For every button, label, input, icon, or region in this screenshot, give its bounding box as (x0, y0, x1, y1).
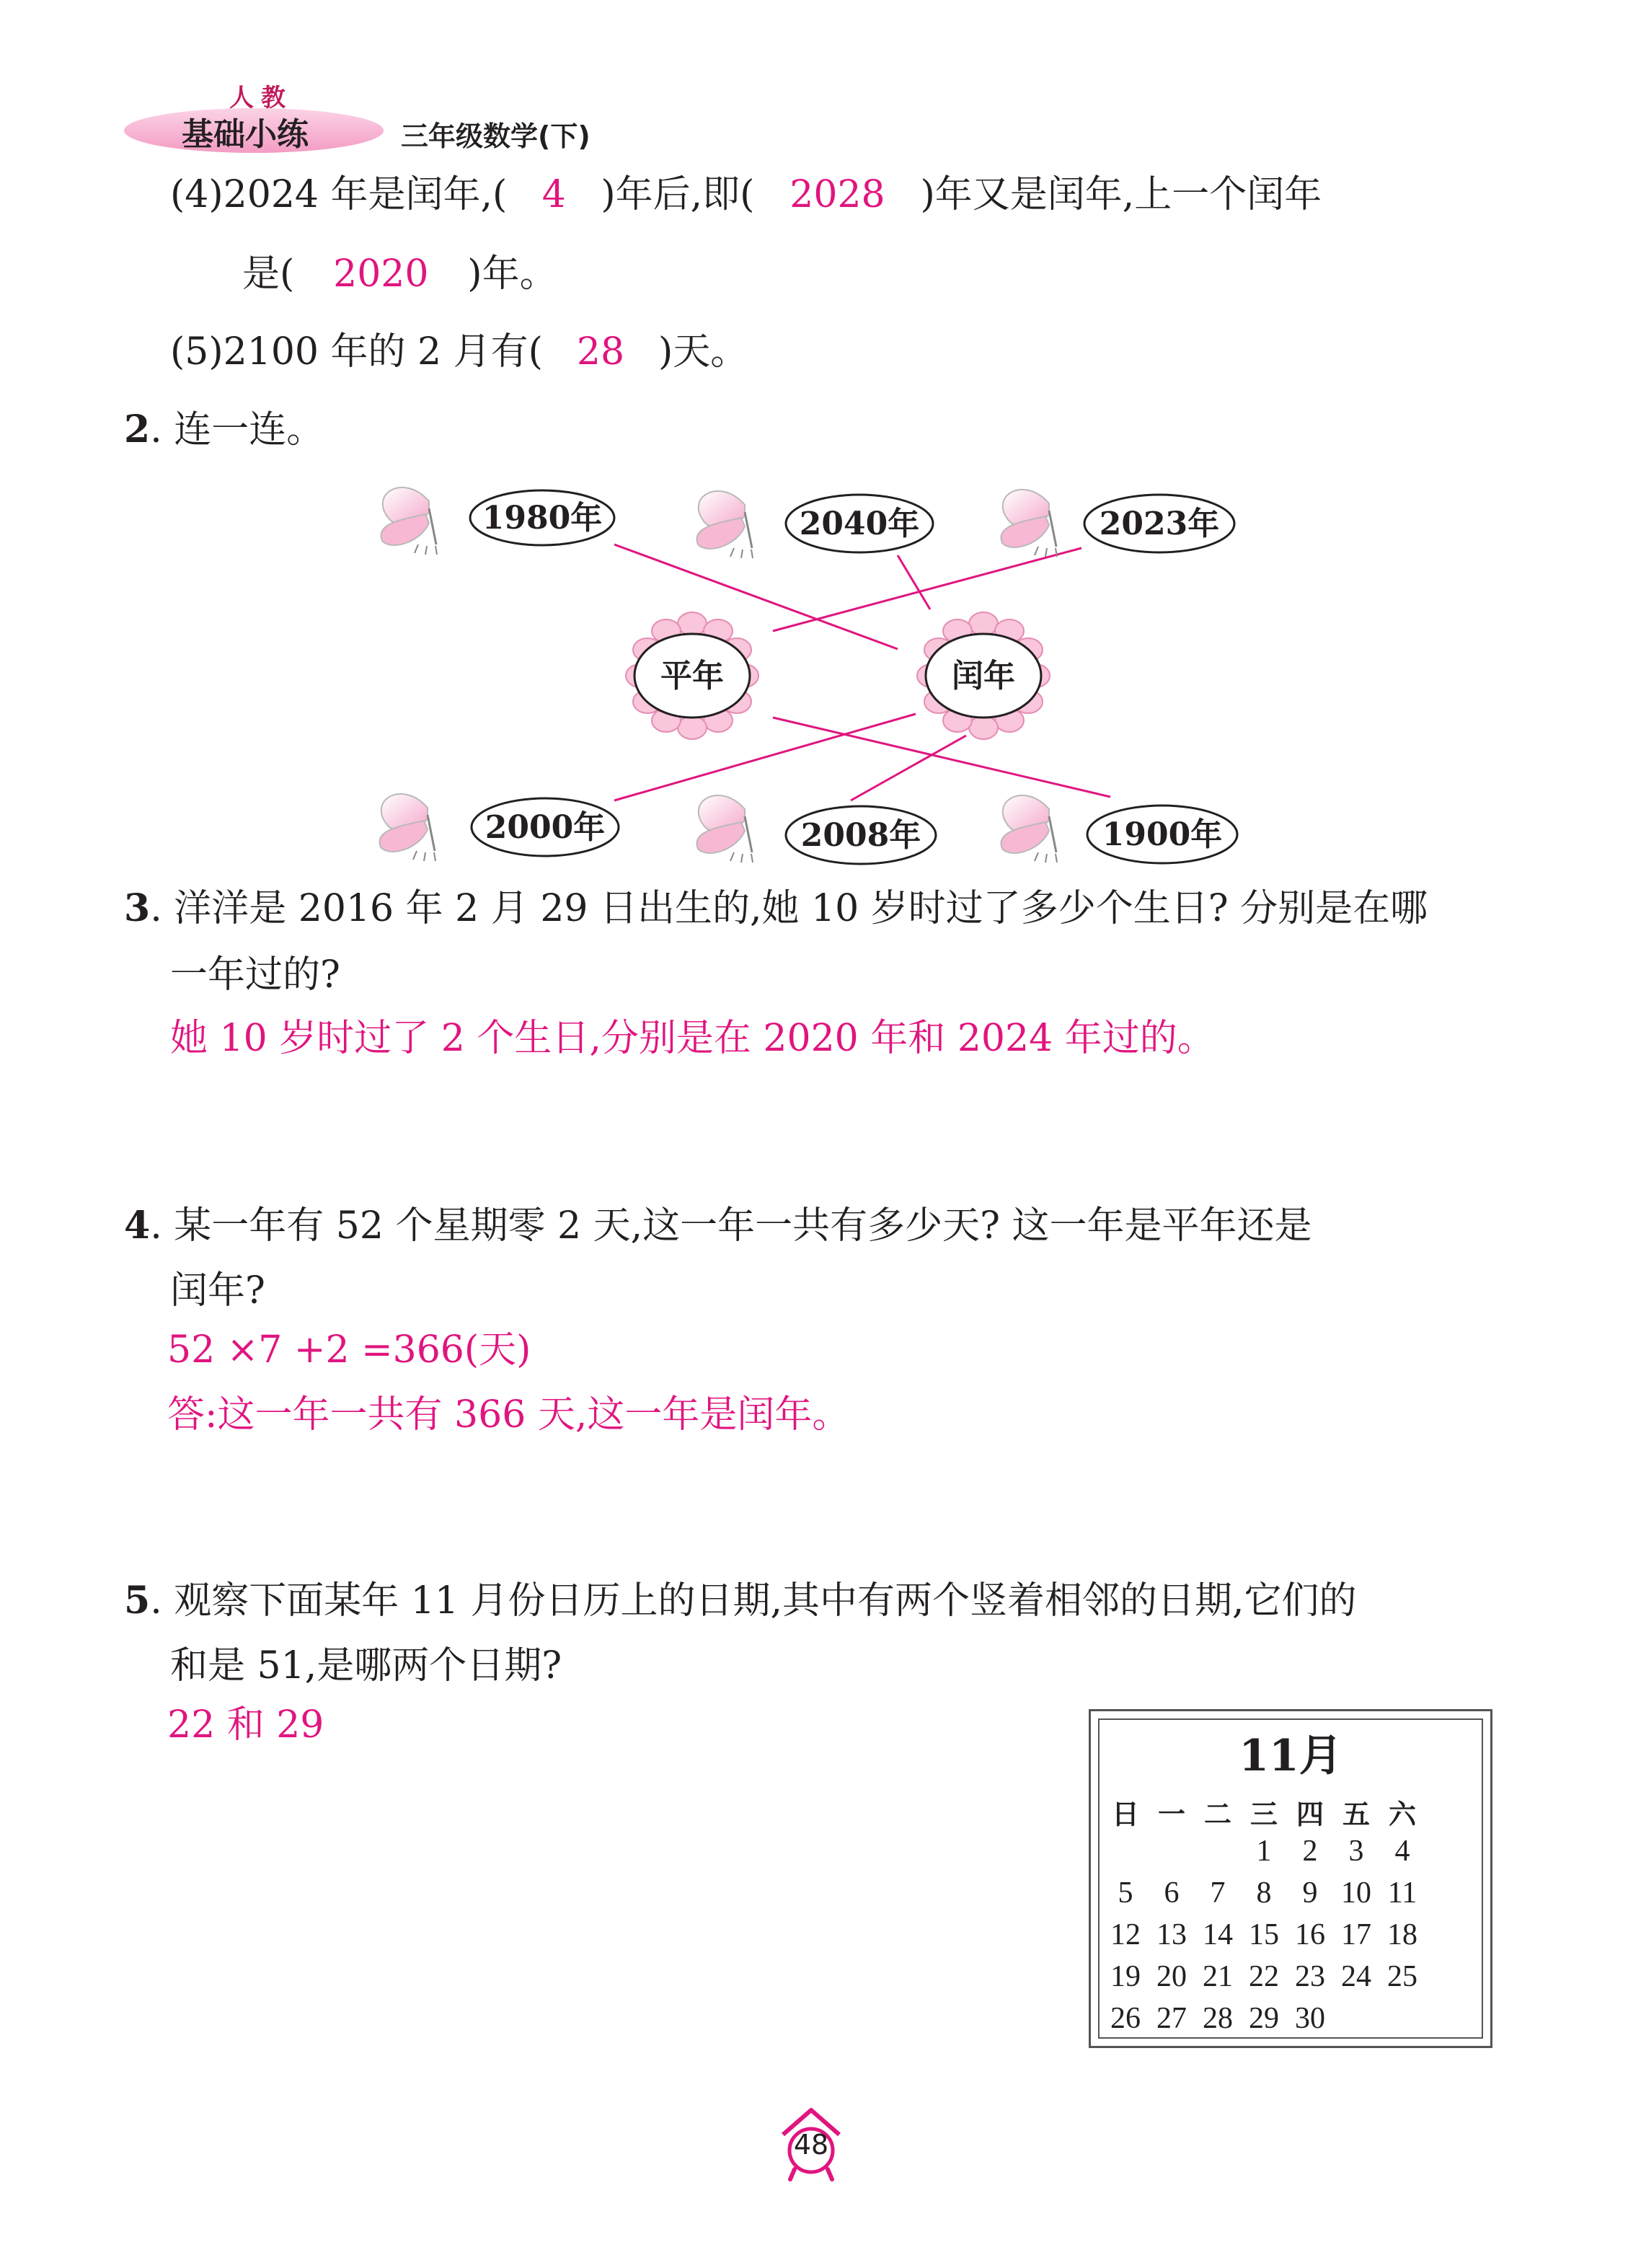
calendar-day: 9 (1302, 1876, 1318, 1910)
calendar-day: 14 (1203, 1918, 1233, 1951)
question-3-line2: 一年过的? (170, 953, 340, 997)
calendar-weekday: 日 (1111, 1799, 1139, 1830)
calendar-title: 11月 (1239, 1731, 1342, 1781)
calendar-day: 12 (1110, 1918, 1141, 1951)
calendar-day: 1 (1256, 1835, 1272, 1868)
series-title: 基础小练 (182, 116, 309, 153)
question-4-calculation: 52 ×7 +2 =366(天) (167, 1328, 531, 1372)
flower-leap-year (917, 612, 1050, 739)
leap-year-label: 闰年 (952, 658, 1015, 694)
year-1980-label: 1980年 (482, 500, 603, 537)
oval-1900 (1087, 806, 1237, 863)
line-2008-leap (851, 736, 966, 800)
calendar-day: 7 (1210, 1876, 1226, 1910)
calendar-day: 10 (1341, 1876, 1371, 1910)
calendar-day: 27 (1156, 2002, 1187, 2035)
calendar-day: 26 (1110, 2002, 1141, 2035)
calendar-november (1089, 1709, 1492, 2048)
question-5-answer: 22 和 29 (167, 1703, 324, 1747)
line-2023-common (773, 548, 1081, 631)
answer-blank: 4 (541, 173, 566, 216)
question-4-answer: 答:这一年一共有 366 天,这一年是闰年。 (167, 1393, 850, 1437)
calendar-day: 11 (1387, 1876, 1417, 1910)
calendar-weekday: 四 (1296, 1799, 1324, 1830)
calendar-day: 6 (1164, 1876, 1180, 1910)
calendar-weekday: 五 (1342, 1799, 1370, 1830)
calendar-day: 29 (1249, 2002, 1279, 2035)
answer-blank: 28 (576, 330, 625, 374)
page-number: 48 (793, 2129, 829, 2161)
question-2: 2. 连一连。 (124, 407, 324, 451)
oval-2008 (786, 806, 936, 864)
question-1-4-line1: (4)2024 年是闰年,( 4 )年后,即( 2028 )年又是闰年,上一个闰年 (170, 173, 1322, 216)
question-4-line2: 闰年? (170, 1269, 265, 1312)
year-2000-label: 2000年 (485, 809, 606, 846)
oval-1980 (470, 490, 614, 545)
question-5-line1: 5. 观察下面某年 11 月份日历上的日期,其中有两个竖着相邻的日期,它们的 (124, 1579, 1357, 1623)
line-2040-leap (898, 555, 930, 609)
question-1-5: (5)2100 年的 2 月有( 28 )天。 (170, 330, 748, 374)
calendar-day: 17 (1341, 1918, 1371, 1951)
calendar-day: 2 (1302, 1835, 1318, 1868)
oval-2000 (472, 798, 619, 856)
calendar-day: 19 (1110, 1960, 1141, 1993)
year-2008-label: 2008年 (800, 817, 921, 854)
answer-blank: 2020 (333, 252, 429, 296)
calendar-day: 30 (1295, 2002, 1325, 2035)
calendar-weekday: 六 (1388, 1799, 1416, 1830)
calendar-day: 4 (1394, 1835, 1410, 1868)
calendar-day: 16 (1295, 1918, 1325, 1951)
flower-common-year (626, 612, 758, 739)
calendar-day: 24 (1341, 1960, 1371, 1993)
question-1-4-line2: 是( 2020 )年。 (242, 252, 557, 296)
calendar-day: 23 (1295, 1960, 1325, 1993)
calendar-day: 25 (1387, 1960, 1417, 1993)
match-diagram (360, 454, 1269, 880)
calendar-day: 18 (1387, 1918, 1417, 1951)
oval-2040 (786, 495, 933, 552)
line-1900-common (773, 718, 1110, 797)
calendar-weekday: 一 (1157, 1799, 1185, 1830)
question-5-line2: 和是 51,是哪两个日期? (170, 1644, 562, 1687)
year-2023-label: 2023年 (1099, 506, 1220, 542)
publisher-label: 人教 (229, 84, 293, 112)
calendar-day: 13 (1156, 1918, 1187, 1951)
common-year-label: 平年 (660, 658, 724, 694)
calendar-day: 3 (1348, 1835, 1364, 1868)
question-3-answer: 她 10 岁时过了 2 个生日,分别是在 2020 年和 2024 年过的。 (170, 1017, 1215, 1060)
year-1900-label: 1900年 (1102, 816, 1223, 853)
calendar-day: 28 (1203, 2002, 1233, 2035)
grade-label: 三年级数学(下) (401, 120, 590, 152)
calendar-day: 8 (1256, 1876, 1272, 1910)
calendar-day: 21 (1203, 1960, 1233, 1993)
calendar-day: 15 (1249, 1918, 1279, 1951)
calendar-day: 20 (1156, 1960, 1187, 1993)
year-2040-label: 2040年 (799, 506, 920, 542)
question-4-line1: 4. 某一年有 52 个星期零 2 天,这一年一共有多少天? 这一年是平年还是 (124, 1204, 1312, 1248)
oval-2023 (1084, 495, 1234, 552)
answer-blank: 2028 (789, 173, 885, 216)
calendar-day: 22 (1249, 1960, 1279, 1993)
calendar-weekday: 二 (1203, 1799, 1231, 1830)
question-3-line1: 3. 洋洋是 2016 年 2 月 29 日出生的,她 10 岁时过了多少个生日? 分别是在哪 (124, 886, 1428, 930)
calendar-day: 5 (1118, 1876, 1133, 1910)
calendar-weekday: 三 (1249, 1799, 1278, 1830)
